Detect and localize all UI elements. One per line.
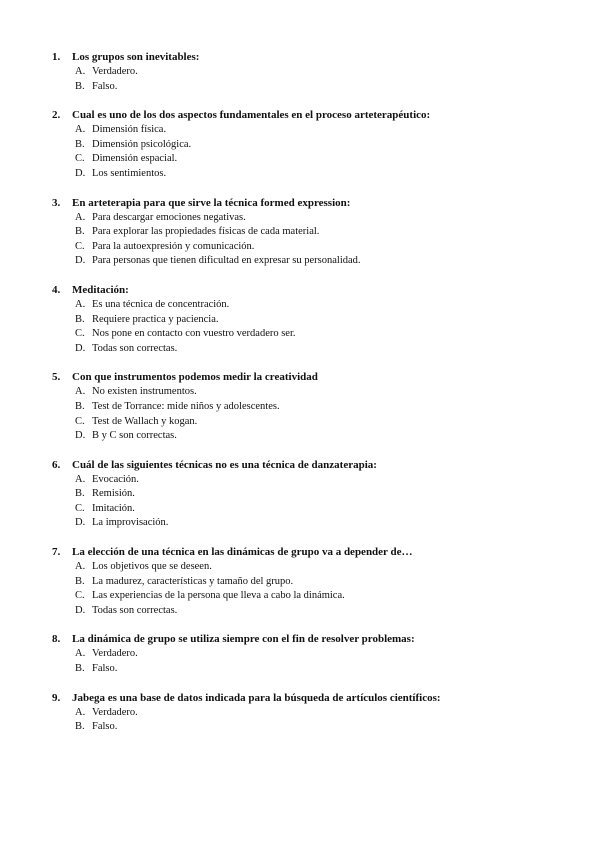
option-letter: A. [75,561,86,573]
option-letter: D. [75,517,86,529]
answer-option [0,415,600,430]
option-letter: B. [75,138,85,150]
option-text: Los sentimientos. [92,167,167,179]
question-header [0,545,600,560]
answer-option [0,400,600,415]
answer-option [0,473,600,488]
answer-option [0,152,600,167]
question-header [0,283,600,298]
answer-option [0,516,600,531]
answer-option [0,502,600,517]
answer-option [0,575,600,590]
option-letter: A. [75,66,86,77]
answer-option [0,254,600,269]
answer-option [0,662,600,677]
option-text: Para descargar emociones negativas. [92,211,246,223]
option-letter: B. [75,313,85,325]
answer-option [0,560,600,575]
question-text: Los grupos son inevitables: [72,51,200,63]
option-text: Falso. [92,721,118,733]
question-item [0,458,600,531]
option-text: Para explorar las propiedades físicas de cada material. [92,226,320,238]
question-item [0,545,600,618]
option-text: Imitación. [92,502,135,514]
question-text: La elección de una técnica en las dinámicas de grupo va a depender de… [72,546,413,559]
option-text: Los objetivos que se deseen. [92,561,212,573]
question-number: 9. [52,691,61,704]
option-letter: C. [75,240,85,252]
option-letter: C. [75,328,85,340]
option-text: Dimensión física. [92,124,167,136]
question-header [0,108,600,123]
answer-option [0,589,600,604]
answer-option [0,298,600,313]
option-letter: B. [75,80,85,92]
question-text: En arteterapia para que sirve la técnica formed expression: [72,196,351,209]
answer-option [0,647,600,662]
answer-option [0,429,600,444]
answer-option [0,123,600,138]
option-letter: C. [75,153,85,165]
option-text: Test de Wallach y kogan. [92,415,198,427]
answer-option [0,240,600,255]
question-number: 3. [52,196,61,209]
question-item [0,283,600,356]
question-header [0,370,600,385]
option-text: Remisión. [92,488,135,500]
answer-option [0,342,600,357]
question-number: 2. [52,109,61,122]
question-item [0,370,600,443]
question-text: La dinámica de grupo se utiliza siempre con el fin de resolver problemas: [72,633,415,646]
option-text: Para personas que tienen dificultad en expresar su personalidad. [92,255,361,267]
question-header [0,50,600,65]
option-text: Requiere practica y paciencia. [92,313,219,325]
answer-option [0,65,600,80]
question-header [0,196,600,211]
option-text: Todas son correctas. [92,342,178,354]
option-text: Evocación. [92,473,139,485]
option-letter: D. [75,342,86,354]
option-letter: A. [75,124,86,136]
option-letter: B. [75,226,85,238]
question-item [0,632,600,676]
question-item [0,196,600,269]
option-text: Test de Torrance: mide niños y adolescentes. [92,400,280,412]
option-text: Verdadero. [92,706,138,718]
option-letter: D. [75,255,86,267]
question-number: 5. [52,371,61,384]
option-text: La improvisación. [92,517,169,529]
question-item [0,691,600,735]
option-text: Dimensión psicológica. [92,138,192,150]
option-text: Falso. [92,80,118,92]
quiz-document [0,50,600,749]
question-item [0,108,600,181]
option-text: Para la autoexpresión y comunicación. [92,240,255,252]
answer-option [0,167,600,182]
option-letter: B. [75,721,85,733]
option-text: Verdadero. [92,66,138,77]
option-text: B y C son correctas. [92,430,177,442]
answer-option [0,211,600,226]
option-letter: B. [75,400,85,412]
question-header [0,632,600,647]
option-text: Es una técnica de concentración. [92,298,230,310]
option-letter: A. [75,298,86,310]
option-letter: D. [75,604,86,616]
option-letter: B. [75,663,85,675]
option-letter: C. [75,502,85,514]
question-number: 7. [52,546,61,559]
option-text: Todas son correctas. [92,604,178,616]
option-text: Verdadero. [92,648,138,660]
answer-option [0,720,600,735]
option-letter: C. [75,590,85,602]
question-number: 6. [52,458,61,471]
option-text: Nos pone en contacto con vuestro verdadero ser. [92,328,296,340]
option-letter: D. [75,167,86,179]
option-letter: D. [75,430,86,442]
option-letter: B. [75,575,85,587]
option-letter: B. [75,488,85,500]
option-letter: A. [75,648,86,660]
answer-option [0,225,600,240]
option-letter: A. [75,706,86,718]
option-letter: A. [75,473,86,485]
question-number: 1. [52,51,61,63]
question-text: Jabega es una base de datos indicada para la búsqueda de artículos científicos: [72,691,441,704]
option-text: Falso. [92,663,118,675]
option-text: La madurez, características y tamaño del grupo. [92,575,294,587]
answer-option [0,487,600,502]
answer-option [0,327,600,342]
answer-option [0,706,600,721]
option-text: Las experiencias de la persona que lleva a cabo la dinámica. [92,590,345,602]
question-text: Cual es uno de los dos aspectos fundamentales en el proceso arteterapéutico: [72,109,431,122]
answer-option [0,138,600,153]
question-item [0,50,600,94]
option-letter: A. [75,211,86,223]
option-text: Dimensión espacial. [92,153,178,165]
option-letter: C. [75,415,85,427]
option-letter: A. [75,386,86,398]
answer-option [0,80,600,95]
answer-option [0,385,600,400]
answer-option [0,313,600,328]
question-number: 8. [52,633,61,646]
question-text: Con que instrumentos podemos medir la creatividad [72,371,318,384]
answer-option [0,604,600,619]
question-text: Meditación: [72,283,129,296]
question-text: Cuál de las siguientes técnicas no es una técnica de danzaterapia: [72,458,377,471]
option-text: No existen instrumentos. [92,386,197,398]
question-header [0,458,600,473]
question-header [0,691,600,706]
question-number: 4. [52,283,61,296]
